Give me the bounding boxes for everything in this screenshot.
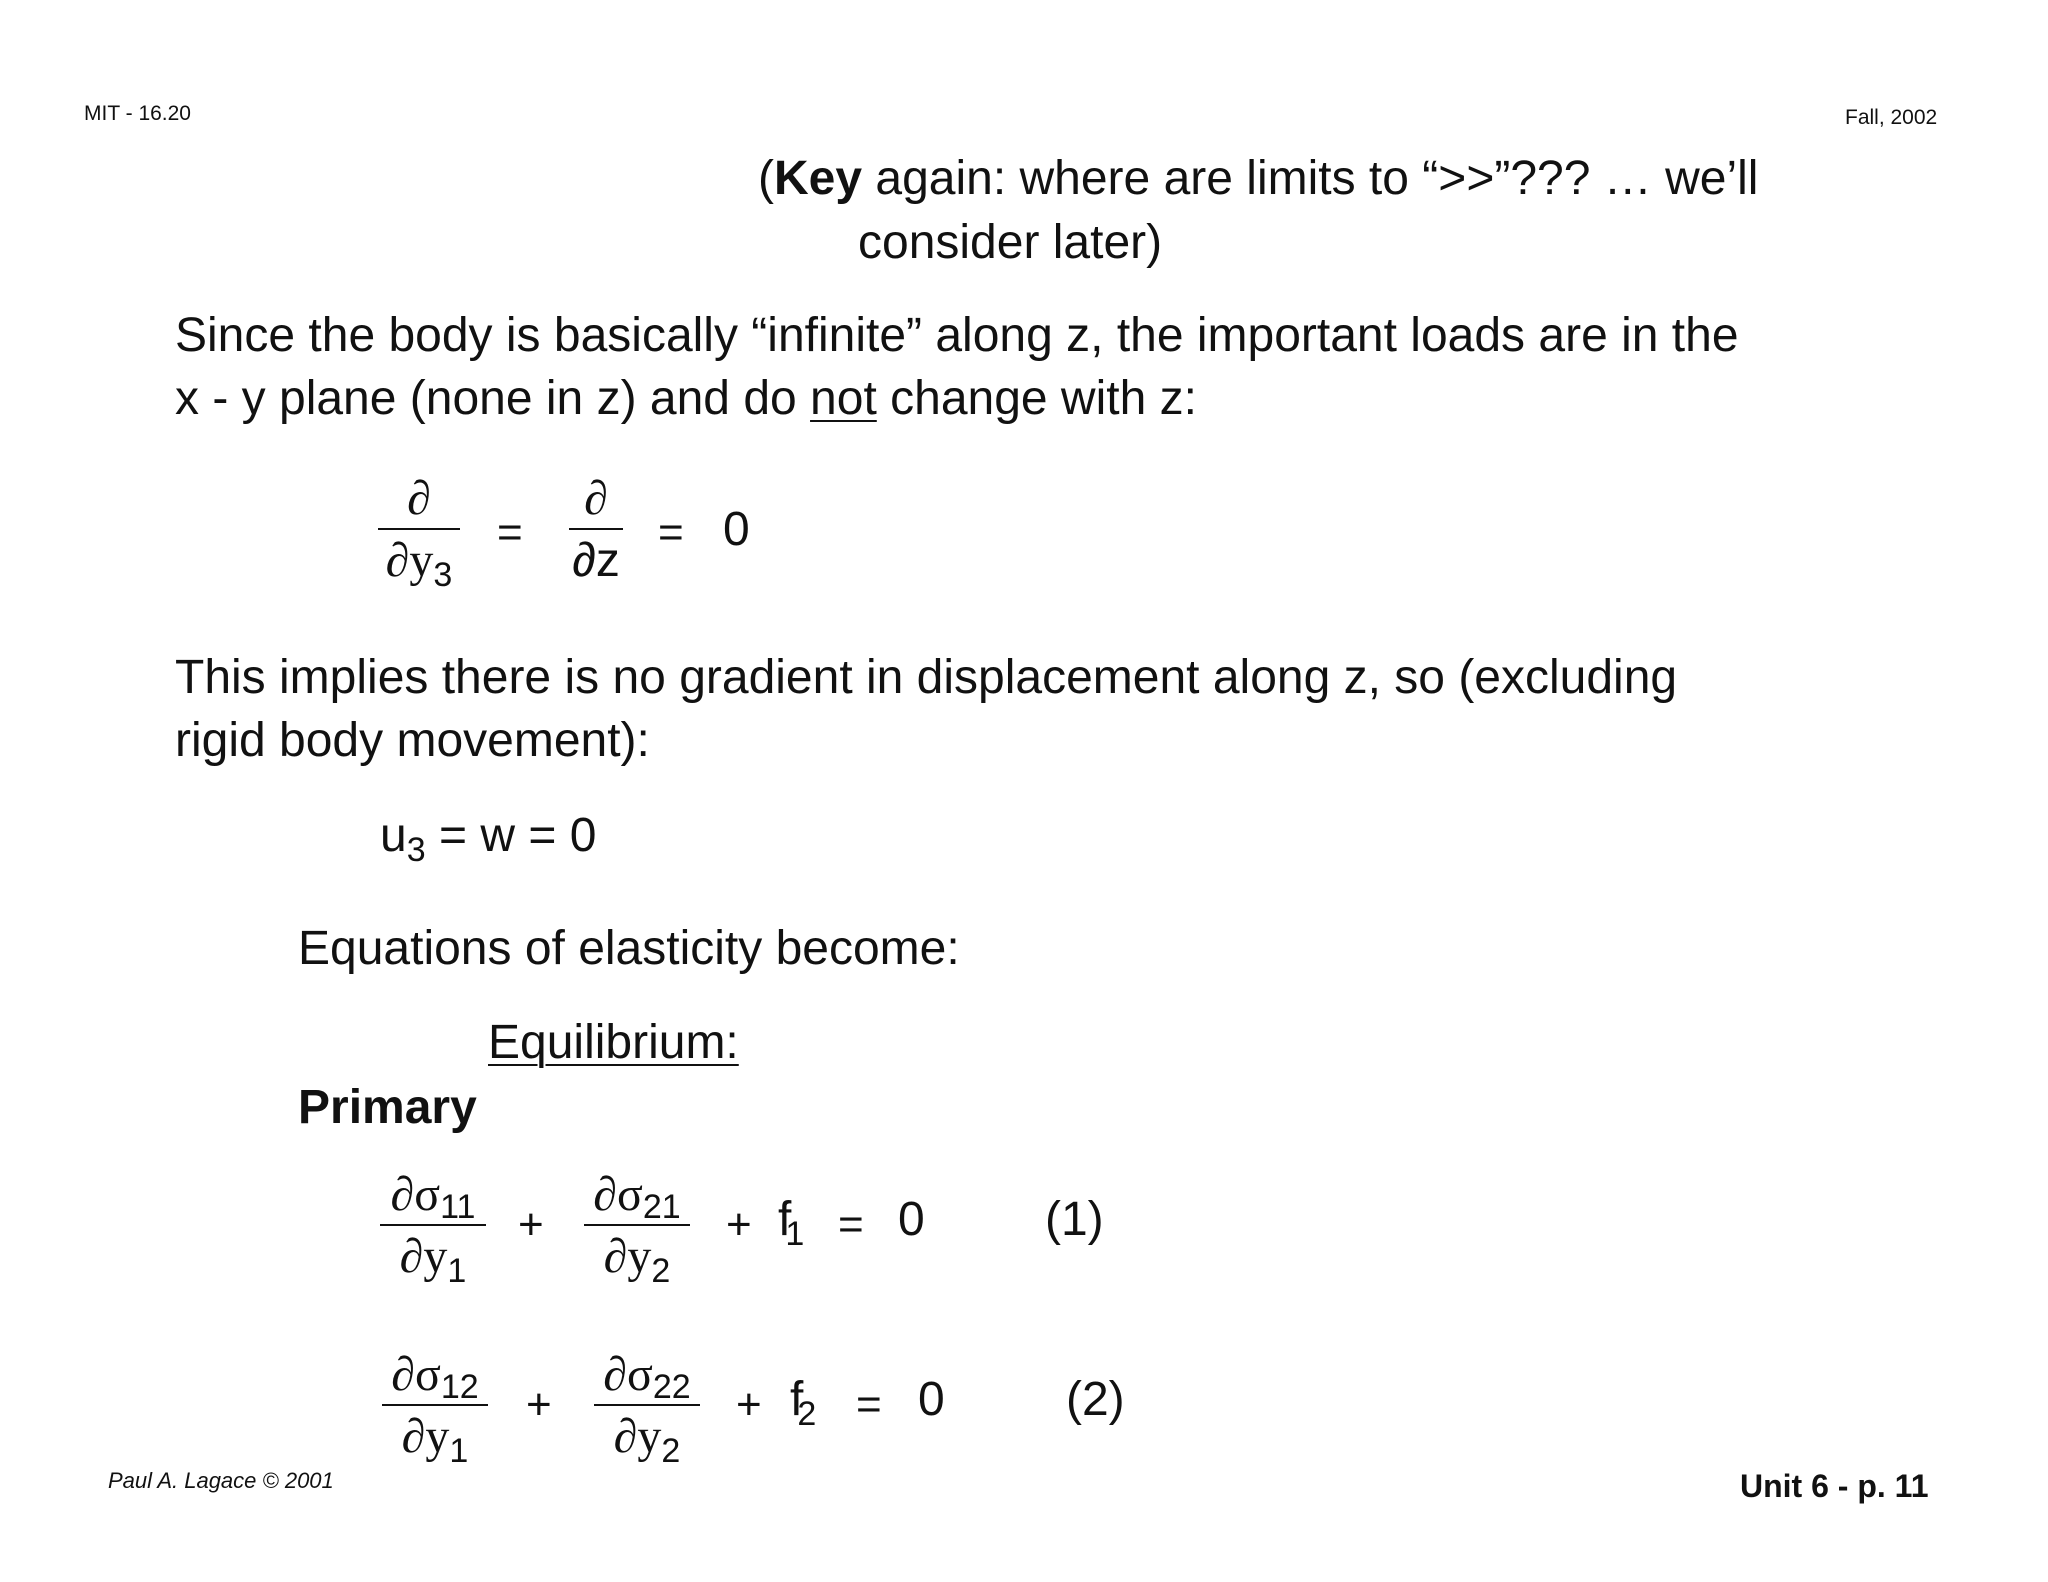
eq2-term2 — [594, 1348, 700, 1470]
frac-denominator: ∂z — [572, 534, 620, 587]
frac-denominator: $\partial y_3$ — [385, 534, 453, 594]
equilibrium-heading: Equilibrium: — [488, 1016, 739, 1069]
para1-text-b: change with z: — [876, 372, 1197, 425]
frac-denominator: $\partial y_1$ — [401, 1410, 469, 1470]
rhs-zero: 0 — [723, 503, 750, 556]
equals-sign: = — [658, 508, 684, 557]
primary-label: Primary — [298, 1081, 477, 1134]
eq2-term1 — [382, 1348, 488, 1470]
plus-sign: + — [526, 1380, 552, 1429]
rhs-zero: 0 — [918, 1373, 945, 1426]
frac-denominator: $\partial y_2$ — [603, 1230, 671, 1290]
body-force-f1: $f_1$ — [778, 1193, 805, 1253]
eq-u3: $u_3 = w = 0$ — [380, 809, 597, 869]
frac-numerator: ∂ — [407, 472, 431, 525]
frac-numerator: ∂σ21 — [593, 1168, 681, 1226]
partial-frac-y3 — [378, 472, 460, 594]
key-note-text: again: where are limits to “>>”??? … we’ll — [862, 152, 1759, 205]
para1-line2 — [175, 368, 1197, 430]
body-force-f2: $f_2$ — [790, 1373, 817, 1433]
equals-sign: = — [497, 508, 523, 557]
eq1-term2 — [584, 1168, 690, 1290]
key-note-line2: consider later) — [858, 216, 1163, 269]
author-copyright: Paul A. Lagace © 2001 — [108, 1468, 334, 1493]
partial-frac-z — [569, 472, 623, 588]
eq1-term1 — [380, 1168, 486, 1290]
elasticity-intro: Equations of elasticity become: — [298, 922, 960, 975]
paren: ( — [758, 152, 774, 205]
para1-line1: Since the body is basically “infinite” along z, the important loads are in the — [175, 309, 1739, 362]
key-word: Key — [773, 152, 863, 205]
rhs-zero: 0 — [898, 1193, 925, 1246]
equals-sign: = — [838, 1200, 864, 1249]
equation-number-2: (2) — [1066, 1373, 1125, 1426]
course-code: MIT - 16.20 — [84, 102, 191, 125]
plus-sign: + — [518, 1200, 544, 1249]
frac-denominator: $\partial y_1$ — [399, 1230, 467, 1290]
equation-number-1: (1) — [1045, 1193, 1104, 1246]
para1-underlined-not: not — [810, 372, 877, 425]
term: Fall, 2002 — [1845, 106, 1938, 129]
page-number: Unit 6 - p. 11 — [1740, 1468, 1929, 1504]
key-note-line1 — [758, 148, 1758, 210]
frac-denominator: $\partial y_2$ — [613, 1410, 681, 1470]
para2-line2: rigid body movement): — [175, 714, 650, 767]
para2-line1: This implies there is no gradient in displacement along z, so (excluding — [175, 651, 1678, 704]
para1-text-a: x - y plane (none in z) and do — [175, 372, 811, 425]
equals-sign: = — [856, 1380, 882, 1429]
frac-numerator: ∂σ11 — [390, 1168, 476, 1226]
frac-numerator: ∂ — [584, 472, 608, 525]
frac-numerator: ∂σ22 — [603, 1348, 691, 1406]
plus-sign: + — [736, 1380, 762, 1429]
fraction-bar — [569, 528, 623, 530]
fraction-bar — [378, 528, 460, 530]
plus-sign: + — [726, 1200, 752, 1249]
frac-numerator: ∂σ12 — [391, 1348, 479, 1406]
